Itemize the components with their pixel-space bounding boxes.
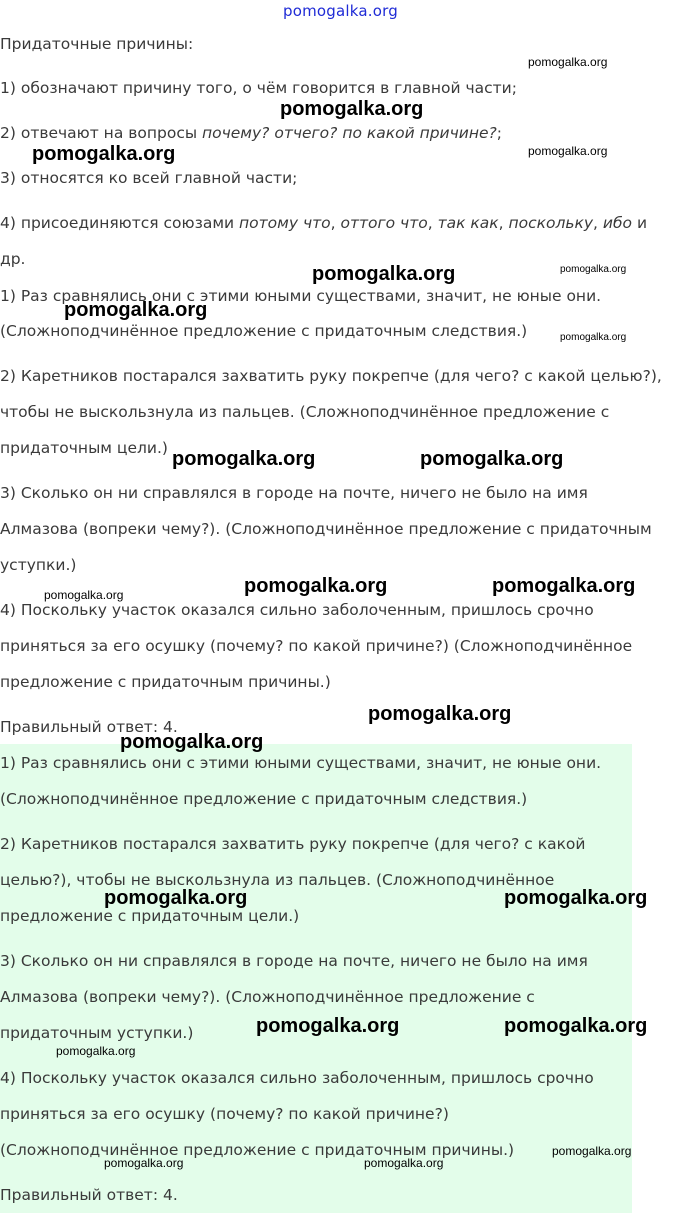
sep-3: , (498, 214, 509, 232)
answer-text: Правильный ответ: 4. (0, 718, 178, 736)
analysis-line-11: предложение с придаточным причины.) (0, 673, 331, 691)
watermark: pomogalka.org (492, 575, 636, 597)
conjunction-4: поскольку (508, 214, 594, 232)
analysis-line-5: придаточным цели.) (0, 439, 168, 457)
watermark: pomogalka.org (44, 588, 124, 602)
theory-item-1: 1) обозначают причину того, о чём говорится в главной части; (0, 79, 517, 97)
analysis-line-10: приняться за его осушку (почему? по какой причине?) (Сложноподчинённое (0, 637, 633, 655)
highlight-line-2: (Сложноподчинённое предложение с придаточным следствия.) (0, 790, 528, 808)
highlight-line-5: предложение с придаточным цели.) (0, 907, 300, 925)
theory-item-2-questions: почему? отчего? по какой причине? (202, 124, 497, 142)
watermark: pomogalka.org (560, 264, 627, 275)
theory-title: Придаточные причины: (0, 35, 194, 53)
analysis-line-6: 3) Сколько он ни справлялся в городе на почте, ничего не было на имя (0, 484, 588, 502)
highlight-line-7: Алмазова (вопреки чему?). (Сложноподчинённое предложение с (0, 988, 535, 1006)
analysis-line-1: 1) Раз сравнялись они с этими юными существами, значит, не юные они. (0, 287, 602, 305)
watermark: pomogalka.org (504, 887, 648, 909)
highlight-line-9: 4) Поскольку участок оказался сильно заболоченным, пришлось срочно (0, 1069, 594, 1087)
watermark: pomogalka.org (120, 731, 264, 753)
analysis-line-4: чтобы не выскользнула из пальцев. (Сложноподчинённое предложение с (0, 403, 610, 421)
conjunction-1: потому что (239, 214, 331, 232)
highlight-answer-text: Правильный ответ: 4. (0, 1186, 178, 1204)
watermark: pomogalka.org (64, 299, 208, 321)
theory-item-4-cont: др. (0, 250, 26, 268)
watermark: pomogalka.org (312, 263, 456, 285)
watermark: pomogalka.org (104, 1156, 184, 1170)
theory-item-4 (0, 213, 647, 233)
highlight-line-11: (Сложноподчинённое предложение с придаточным причины.) (0, 1141, 515, 1159)
sep-1: , (330, 214, 341, 232)
highlight-line-4: целью?), чтобы не выскользнула из пальцев. (Сложноподчинённое (0, 871, 555, 889)
theory-item-3: 3) относятся ко всей главной части; (0, 169, 298, 187)
analysis-line-7: Алмазова (вопреки чему?). (Сложноподчинённое предложение с придаточным (0, 520, 652, 538)
watermark: pomogalka.org (104, 887, 248, 909)
sep-4: , (593, 214, 603, 232)
watermark: pomogalka.org (552, 1144, 632, 1158)
highlight-line-3: 2) Каретников постарался захватить руку покрепче (для чего? с какой (0, 835, 586, 853)
watermark: pomogalka.org (280, 98, 424, 120)
watermark: pomogalka.org (244, 575, 388, 597)
watermark: pomogalka.org (256, 1015, 400, 1037)
conjunction-3: так как (437, 214, 499, 232)
analysis-line-2: (Сложноподчинённое предложение с придаточным следствия.) (0, 322, 528, 340)
site-logo[interactable]: pomogalka.org (283, 2, 398, 20)
theory-item-2-prefix: 2) отвечают на вопросы (0, 124, 202, 142)
conjunction-5: ибо (602, 214, 633, 232)
watermark: pomogalka.org (528, 144, 608, 158)
watermark: pomogalka.org (528, 55, 608, 69)
highlight-line-6: 3) Сколько он ни справлялся в городе на почте, ничего не было на имя (0, 952, 588, 970)
analysis-line-3: 2) Каретников постарался захватить руку покрепче (для чего? с какой целью?), (0, 367, 662, 385)
analysis-line-8: уступки.) (0, 556, 77, 574)
watermark: pomogalka.org (420, 448, 564, 470)
theory-item-4-prefix: 4) присоединяются союзами (0, 214, 240, 232)
watermark: pomogalka.org (504, 1015, 648, 1037)
watermark: pomogalka.org (32, 143, 176, 165)
theory-item-2-suffix: ; (496, 124, 502, 142)
highlight-line-1: 1) Раз сравнялись они с этими юными существами, значит, не юные они. (0, 754, 602, 772)
watermark: pomogalka.org (364, 1156, 444, 1170)
watermark: pomogalka.org (56, 1044, 136, 1058)
watermark: pomogalka.org (368, 703, 512, 725)
analysis-line-9: 4) Поскольку участок оказался сильно заболоченным, пришлось срочно (0, 601, 594, 619)
sep-2: , (427, 214, 438, 232)
conjunction-2: оттого что (340, 214, 428, 232)
watermark: pomogalka.org (560, 332, 627, 343)
theory-item-2 (0, 123, 502, 143)
watermark: pomogalka.org (172, 448, 316, 470)
highlight-line-8: придаточным уступки.) (0, 1024, 194, 1042)
theory-item-4-suffix: и (632, 214, 648, 232)
highlight-line-10: приняться за его осушку (почему? по какой причине?) (0, 1105, 449, 1123)
